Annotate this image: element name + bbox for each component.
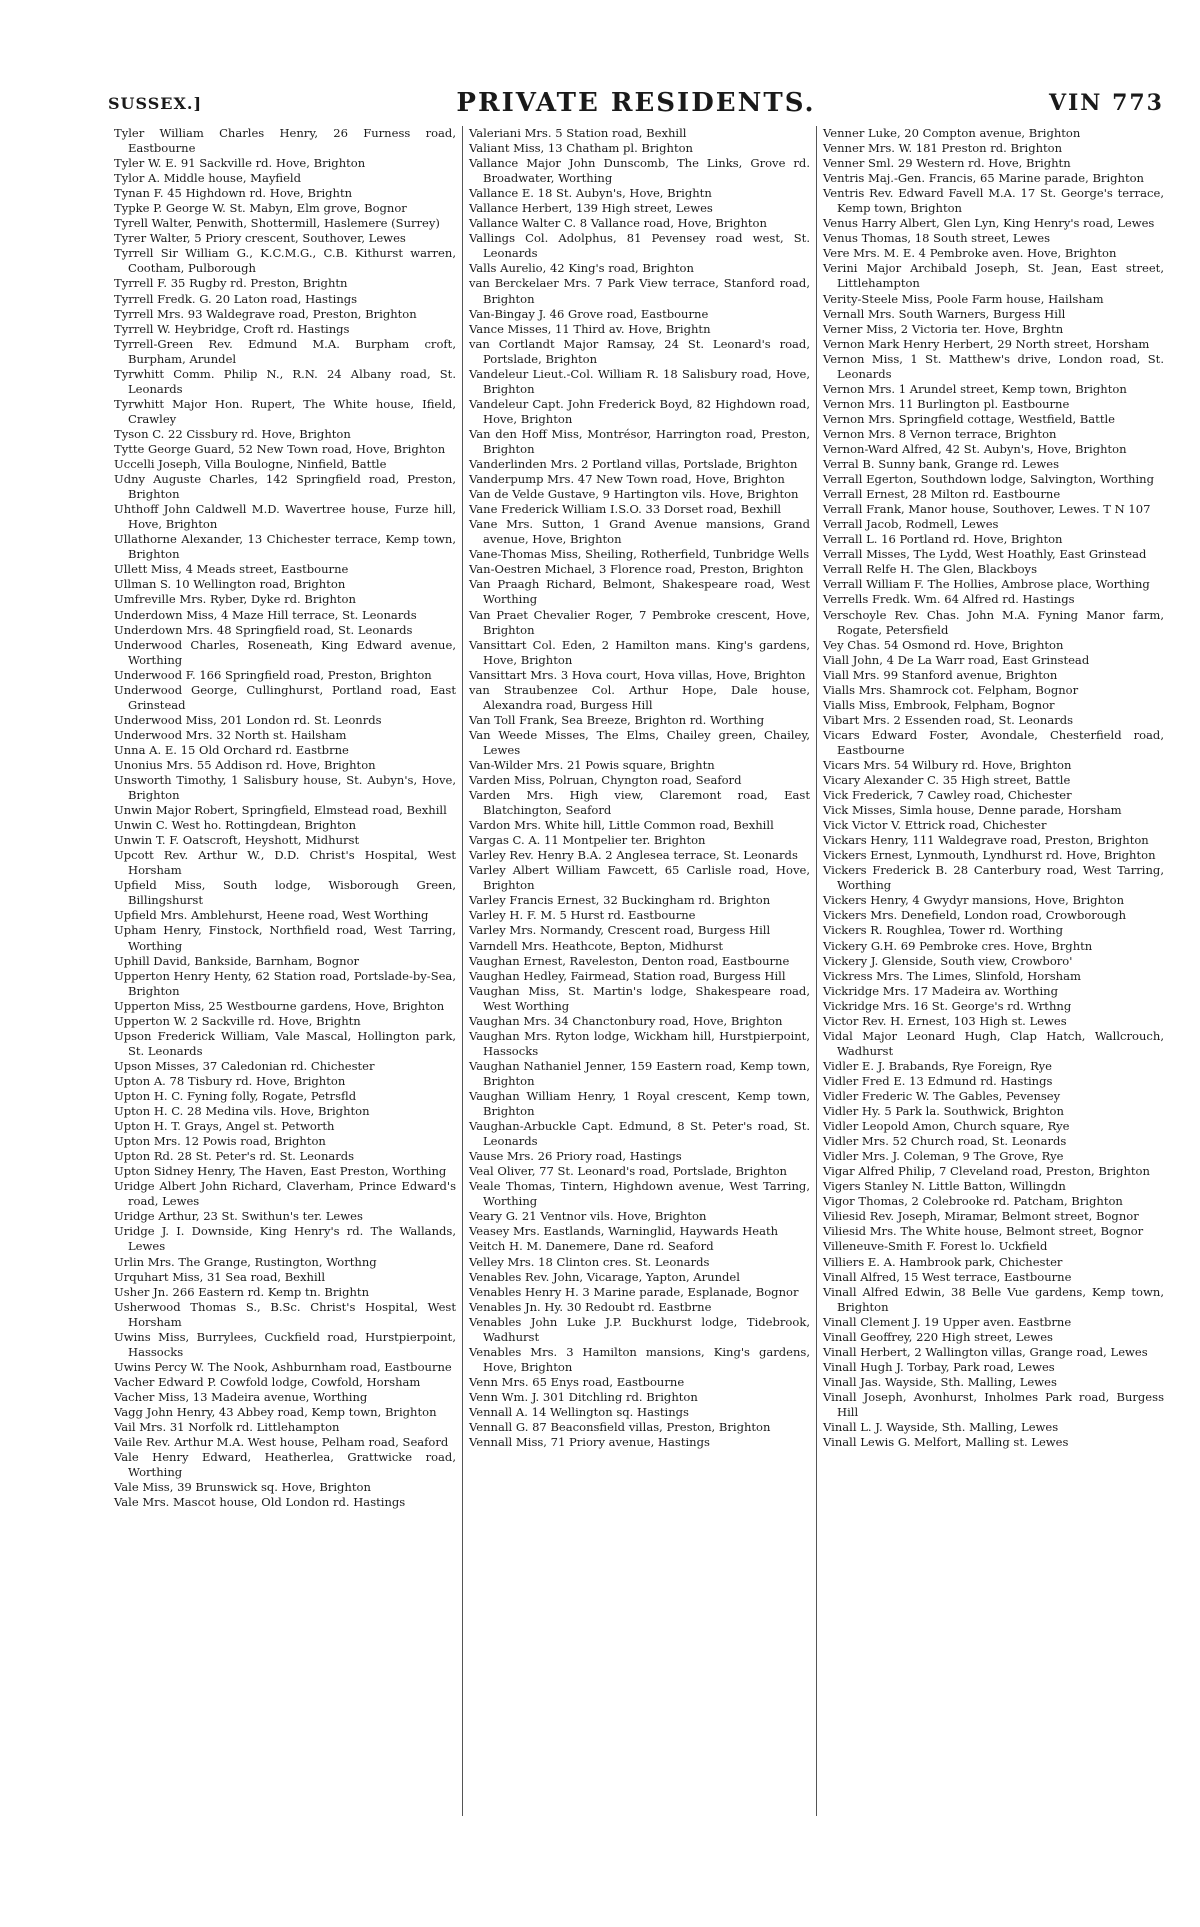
resident-entry: Vane-Thomas Miss, Sheiling, Rotherfield, Tunbridge Wells [469,547,810,562]
resident-entry: Velley Mrs. 18 Clinton cres. St. Leonards [469,1254,710,1269]
resident-entry: Upson Misses, 37 Caledonian rd. Chichester [114,1058,375,1073]
resident-entry: Vicars Edward Foster, Avondale, Chesterfield road, Eastbourne [823,727,1164,757]
resident-entry: Verini Major Archibald Joseph, St. Jean, East street, Littlehampton [823,261,1164,291]
resident-entry: Vickers Ernest, Lynmouth, Lyndhurst rd. Hove, Brighton [823,848,1156,863]
resident-entry: Ullman S. 10 Wellington road, Brighton [114,577,346,592]
resident-entry: Uwins Percy W. The Nook, Ashburnham road, Eastbourne [114,1359,452,1374]
resident-entry: Vansittart Col. Eden, 2 Hamilton mans. King's gardens, Hove, Brighton [469,637,810,667]
resident-entry: Valls Aurelio, 42 King's road, Brighton [469,261,694,276]
resident-entry: Vargas C. A. 11 Montpelier ter. Brighton [469,833,706,848]
resident-entry: Uphill David, Bankside, Barnham, Bognor [114,953,360,968]
resident-entry: Venn Wm. J. 301 Ditchling rd. Brighton [469,1389,698,1404]
resident-entry: Upcott Rev. Arthur W., D.D. Christ's Hospital, West Horsham [114,848,456,878]
resident-entry: Uridge J. I. Downside, King Henry's rd. The Wallands, Lewes [114,1224,456,1254]
resident-entry: Viliesid Mrs. The White house, Belmont street, Bognor [823,1224,1144,1239]
resident-entry: Vick Misses, Simla house, Denne parade, Horsham [823,803,1122,818]
resident-entry: Underdown Mrs. 48 Springfield road, St. Leonards [114,622,413,637]
resident-entry: Vigor Thomas, 2 Colebrooke rd. Patcham, Brighton [823,1194,1123,1209]
resident-entry: Vennall A. 14 Wellington sq. Hastings [469,1404,689,1419]
resident-entry: Vallance Major John Dunscomb, The Links, Grove rd. Broadwater, Worthing [469,156,810,186]
resident-entry: Vaile Rev. Arthur M.A. West house, Pelham road, Seaford [114,1435,449,1450]
resident-entry: Varley Francis Ernest, 32 Buckingham rd. Brighton [469,893,771,908]
resident-entry: Vigar Alfred Philip, 7 Cleveland road, Preston, Brighton [823,1164,1150,1179]
resident-entry: Verschoyle Rev. Chas. John M.A. Fyning Manor farm, Rogate, Petersfield [823,607,1164,637]
resident-entry: Upson Frederick William, Vale Mascal, Hollington park, St. Leonards [114,1028,456,1058]
section-title: PRIVATE RESIDENTS. [456,88,816,118]
resident-entry: Vandeleur Lieut.-Col. William R. 18 Salisbury road, Hove, Brighton [469,366,810,396]
resident-entry: Van-Bingay J. 46 Grove road, Eastbourne [469,306,709,321]
resident-entry: Unwin T. F. Oatscroft, Heyshott, Midhurst [114,833,360,848]
resident-entry: Venables Mrs. 3 Hamilton mansions, King's gardens, Hove, Brighton [469,1344,810,1374]
resident-entry: Venables Rev. John, Vicarage, Yapton, Arundel [469,1269,740,1284]
resident-entry: Valiant Miss, 13 Chatham pl. Brighton [469,141,693,156]
resident-entry: Vickery J. Glenside, South view, Crowboro' [823,953,1073,968]
resident-entry: Vickers Mrs. Denefield, London road, Crowborough [823,908,1127,923]
resident-entry: Unwin Major Robert, Springfield, Elmstead road, Bexhill [114,803,447,818]
resident-entry: Varley Mrs. Normandy, Crescent road, Burgess Hill [469,923,771,938]
resident-entry: Vickridge Mrs. 17 Madeira av. Worthing [823,983,1058,998]
resident-entry: Uhthoff John Caldwell M.D. Wavertree house, Furze hill, Hove, Brighton [114,502,456,532]
resident-entry: Vernon Mrs. 8 Vernon terrace, Brighton [823,426,1057,441]
resident-entry: Vernon Mrs. 11 Burlington pl. Eastbourne [823,396,1070,411]
resident-entry: Vennall Miss, 71 Priory avenue, Hastings [469,1435,710,1450]
resident-entry: Vaughan Nathaniel Jenner, 159 Eastern road, Kemp town, Brighton [469,1058,810,1088]
resident-entry: Verrall Misses, The Lydd, West Hoathly, East Grinstead [823,547,1147,562]
resident-entry: Verrall Frank, Manor house, Southover, Lewes. T N 107 [823,502,1151,517]
resident-entry: Tyrwhitt Comm. Philip N., R.N. 24 Albany road, St. Leonards [114,366,456,396]
resident-entry: Venner Luke, 20 Compton avenue, Brighton [823,126,1081,140]
resident-entry: Vernon Mark Henry Herbert, 29 North street, Horsham [823,336,1150,351]
resident-entry: Vernon Mrs. Springfield cottage, Westfield, Battle [823,411,1115,426]
resident-entry: Veasey Mrs. Eastlands, Warninglid, Haywards Heath [469,1224,779,1239]
resident-entry: Vallance Walter C. 8 Vallance road, Hove, Brighton [469,216,767,231]
resident-entry: Tyrrell W. Heybridge, Croft rd. Hastings [114,321,350,336]
resident-entry: Unna A. E. 15 Old Orchard rd. Eastbrne [114,742,349,757]
resident-entry: Underwood Miss, 201 London rd. St. Leonrds [114,712,382,727]
resident-entry: Upperton W. 2 Sackville rd. Hove, Brightn [114,1013,361,1028]
resident-entry: Tyrell Walter, Penwith, Shottermill, Haslemere (Surrey) [114,216,440,231]
resident-entry: Vacher Miss, 13 Madeira avenue, Worthing [114,1389,368,1404]
resident-entry: Vick Frederick, 7 Cawley road, Chichester [823,788,1072,803]
resident-entry: Verrall William F. The Hollies, Ambrose place, Worthing [823,577,1150,592]
resident-entry: Vallings Col. Adolphus, 81 Pevensey road west, St. Leonards [469,231,810,261]
resident-entry: Varndell Mrs. Heathcote, Bepton, Midhurst [469,938,724,953]
resident-entry: Vickers Henry, 4 Gwydyr mansions, Hove, Brighton [823,893,1125,908]
resident-entry: Verrall Ernest, 28 Milton rd. Eastbourne [823,487,1061,502]
resident-entry: Veary G. 21 Ventnor vils. Hove, Brighton [469,1209,707,1224]
resident-entry: Tyler William Charles Henry, 26 Furness road, Eastbourne [114,126,456,156]
resident-entry: Upperton Henry Henty, 62 Station road, Portslade-by-Sea, Brighton [114,968,456,998]
resident-entry: Vinall Geoffrey, 220 High street, Lewes [823,1329,1053,1344]
resident-entry: Varden Mrs. High view, Claremont road, East Blatchington, Seaford [469,788,810,818]
resident-entry: Venables Jn. Hy. 30 Redoubt rd. Eastbrne [469,1299,712,1314]
resident-entry: Vale Henry Edward, Heatherlea, Grattwicke road, Worthing [114,1450,456,1480]
resident-entry: Vaughan Mrs. Ryton lodge, Wickham hill, Hurstpierpoint, Hassocks [469,1028,810,1058]
resident-entry: Upton Rd. 28 St. Peter's rd. St. Leonards [114,1149,355,1164]
resident-entry: Tylor A. Middle house, Mayfield [114,171,302,186]
resident-entry: Vinall Lewis G. Melfort, Malling st. Lewes [823,1435,1069,1450]
resident-entry: Vaughan Miss, St. Martin's lodge, Shakespeare road, West Worthing [469,983,810,1013]
resident-entry: Upton H. C. 28 Medina vils. Hove, Brighton [114,1104,370,1119]
resident-entry: Vigers Stanley N. Little Batton, Willingdn [823,1179,1066,1194]
resident-entry: Vibart Mrs. 2 Essenden road, St. Leonards [823,712,1074,727]
resident-entry: Upton A. 78 Tisbury rd. Hove, Brighton [114,1073,346,1088]
resident-entry: Uridge Albert John Richard, Claverham, Prince Edward's road, Lewes [114,1179,456,1209]
resident-entry: Viliesid Rev. Joseph, Miramar, Belmont street, Bognor [823,1209,1139,1224]
resident-entry: Vinall Clement J. 19 Upper aven. Eastbrne [823,1314,1072,1329]
resident-entry: Vick Victor V. Ettrick road, Chichester [823,818,1047,833]
resident-entry: Vane Mrs. Sutton, 1 Grand Avenue mansions, Grand avenue, Hove, Brighton [469,517,810,547]
column-right [816,126,1170,1816]
resident-columns [108,126,1170,1816]
resident-entry: Venn Mrs. 65 Enys road, Eastbourne [469,1374,685,1389]
resident-entry: Vidler Frederic W. The Gables, Pevensey [823,1089,1061,1103]
resident-entry: Van Praet Chevalier Roger, 7 Pembroke crescent, Hove, Brighton [469,607,810,637]
resident-entry: Vaughan Mrs. 34 Chanctonbury road, Hove, Brighton [469,1013,783,1028]
resident-entry: Vagg John Henry, 43 Abbey road, Kemp town, Brighton [114,1404,437,1419]
resident-entry: Vale Mrs. Mascot house, Old London rd. Hastings [114,1495,406,1510]
resident-entry: Vail Mrs. 31 Norfolk rd. Littlehampton [114,1420,340,1435]
resident-entry: Van Praagh Richard, Belmont, Shakespeare road, West Worthing [469,577,810,607]
resident-entry: Unwin C. West ho. Rottingdean, Brighton [114,818,357,833]
resident-entry: Uwins Miss, Burrylees, Cuckfield road, Hurstpierpoint, Hassocks [114,1329,456,1359]
resident-entry: van Cortlandt Major Ramsay, 24 St. Leonard's road, Portslade, Brighton [469,336,810,366]
resident-entry: Vickress Mrs. The Limes, Slinfold, Horsham [823,968,1081,983]
resident-entry: Vane Frederick William I.S.O. 33 Dorset road, Bexhill [469,502,782,517]
resident-entry: Vaughan Ernest, Raveleston, Denton road, Eastbourne [469,953,790,968]
resident-entry: Tyrer Walter, 5 Priory crescent, Southover, Lewes [114,231,406,246]
resident-entry: Verity-Steele Miss, Poole Farm house, Hailsham [823,291,1104,306]
resident-entry: Vallance E. 18 St. Aubyn's, Hove, Brightn [469,186,712,201]
resident-entry: Tytte George Guard, 52 New Town road, Hove, Brighton [114,441,446,456]
resident-entry: Vickery G.H. 69 Pembroke cres. Hove, Brghtn [823,938,1093,953]
page-number: VIN 773 [1048,90,1164,116]
resident-entry: Vause Mrs. 26 Priory road, Hastings [469,1149,682,1164]
resident-entry: Vidler Mrs. 52 Church road, St. Leonards [823,1134,1067,1149]
resident-entry: Verrells Fredk. Wm. 64 Alfred rd. Hastings [823,592,1075,607]
resident-entry: Unonius Mrs. 55 Addison rd. Hove, Brighton [114,757,376,772]
resident-entry: Vernon Mrs. 1 Arundel street, Kemp town, Brighton [823,381,1127,396]
resident-entry: Ullett Miss, 4 Meads street, Eastbourne [114,562,349,577]
resident-entry: Underwood Mrs. 32 North st. Hailsham [114,727,347,742]
resident-entry: Vickars Henry, 111 Waldegrave road, Preston, Brighton [823,833,1149,848]
resident-entry: Urquhart Miss, 31 Sea road, Bexhill [114,1269,326,1284]
county-heading: SUSSEX.] [108,94,203,113]
resident-entry: Van-Wilder Mrs. 21 Powis square, Brightn [469,757,715,772]
resident-entry: Verrall Egerton, Southdown lodge, Salvington, Worthing [823,472,1155,487]
resident-entry: Vey Chas. 54 Osmond rd. Hove, Brighton [823,637,1064,652]
resident-entry: Villeneuve-Smith F. Forest lo. Uckfield [823,1239,1048,1254]
resident-entry: Vickers Frederick B. 28 Canterbury road, West Tarring, Worthing [823,863,1164,893]
resident-entry: Tynan F. 45 Highdown rd. Hove, Brightn [114,186,353,201]
resident-entry: Uccelli Joseph, Villa Boulogne, Ninfield, Battle [114,457,387,472]
resident-entry: Vandeleur Capt. John Frederick Boyd, 82 Highdown road, Hove, Brighton [469,396,810,426]
resident-entry: Vernon-Ward Alfred, 42 St. Aubyn's, Hove, Brighton [823,441,1127,456]
resident-entry: Van de Velde Gustave, 9 Hartington vils. Hove, Brighton [469,487,799,502]
resident-entry: Varley H. F. M. 5 Hurst rd. Eastbourne [469,908,696,923]
resident-entry: Van Toll Frank, Sea Breeze, Brighton rd. Worthing [469,712,765,727]
resident-entry: Venner Sml. 29 Western rd. Hove, Brightn [823,156,1071,171]
resident-entry: Upton Sidney Henry, The Haven, East Preston, Worthing [114,1164,447,1179]
resident-entry: Vinall Hugh J. Torbay, Park road, Lewes [823,1359,1055,1374]
resident-entry: Tyler W. E. 91 Sackville rd. Hove, Brighton [114,156,366,171]
resident-entry: Van den Hoff Miss, Montrésor, Harrington road, Preston, Brighton [469,426,810,456]
resident-entry: Verral B. Sunny bank, Grange rd. Lewes [823,457,1060,472]
resident-entry: Vernall Mrs. South Warners, Burgess Hill [823,306,1066,321]
resident-entry: Underwood George, Cullinghurst, Portland road, East Grinstead [114,682,456,712]
resident-entry: Vickridge Mrs. 16 St. George's rd. Wrthng [823,998,1072,1013]
resident-entry: Vale Miss, 39 Brunswick sq. Hove, Brighton [114,1480,371,1495]
resident-entry: Verner Miss, 2 Victoria ter. Hove, Brghtn [823,321,1064,336]
resident-entry: Upton H. C. Fyning folly, Rogate, Petrsfld [114,1089,357,1103]
resident-entry: Vaughan Hedley, Fairmead, Station road, Burgess Hill [469,968,786,983]
resident-entry: Vidler Mrs. J. Coleman, 9 The Grove, Rye [823,1149,1064,1164]
resident-entry: Vidler Hy. 5 Park la. Southwick, Brighton [823,1104,1064,1119]
resident-entry: Varley Rev. Henry B.A. 2 Anglesea terrace, St. Leonards [469,848,798,863]
column-middle [462,126,816,1816]
resident-entry: Upfield Mrs. Amblehurst, Heene road, West Worthing [114,908,429,923]
resident-entry: Urlin Mrs. The Grange, Rustington, Worthng [114,1254,377,1269]
resident-entry: Tyrrell Mrs. 93 Waldegrave road, Preston, Brighton [114,306,417,321]
resident-entry: van Berckelaer Mrs. 7 Park View terrace, Stanford road, Brighton [469,276,810,306]
resident-entry: Venus Harry Albert, Glen Lyn, King Henry's road, Lewes [823,216,1155,231]
resident-entry: Vere Mrs. M. E. 4 Pembroke aven. Hove, Brighton [823,246,1117,261]
resident-entry: Veal Oliver, 77 St. Leonard's road, Portslade, Brighton [469,1164,787,1179]
resident-entry: Verrall Jacob, Rodmell, Lewes [823,517,999,532]
resident-entry: Unsworth Timothy, 1 Salisbury house, St. Aubyn's, Hove, Brighton [114,773,456,803]
resident-entry: Umfreville Mrs. Ryber, Dyke rd. Brighton [114,592,356,607]
resident-entry: Ventris Rev. Edward Favell M.A. 17 St. George's terrace, Kemp town, Brighton [823,186,1164,216]
resident-entry: Tyrrell Sir William G., K.C.M.G., C.B. Kithurst warren, Cootham, Pulborough [114,246,456,276]
resident-entry: Vialls Miss, Embrook, Felpham, Bognor [823,697,1055,712]
resident-entry: Vidler Fred E. 13 Edmund rd. Hastings [823,1073,1053,1088]
resident-entry: Vardon Mrs. White hill, Little Common road, Bexhill [469,818,774,833]
resident-entry: Van Weede Misses, The Elms, Chailey green, Chailey, Lewes [469,727,810,757]
resident-entry: Upfield Miss, South lodge, Wisborough Green, Billingshurst [114,878,456,908]
column-left [108,126,462,1816]
resident-entry: Vacher Edward P. Cowfold lodge, Cowfold, Horsham [114,1374,421,1389]
resident-entry: Ullathorne Alexander, 13 Chichester terrace, Kemp town, Brighton [114,532,456,562]
resident-entry: Vicary Alexander C. 35 High street, Battle [823,773,1071,788]
resident-entry: Underwood Charles, Roseneath, King Edward avenue, Worthing [114,637,456,667]
resident-entry: Uridge Arthur, 23 St. Swithun's ter. Lewes [114,1209,363,1224]
resident-entry: Vinall Joseph, Avonhurst, Inholmes Park road, Burgess Hill [823,1389,1164,1419]
resident-entry: Vinall Alfred, 15 West terrace, Eastbourne [823,1269,1072,1284]
resident-entry: Vallance Herbert, 139 High street, Lewes [469,201,713,216]
resident-entry: Tyson C. 22 Cissbury rd. Hove, Brighton [114,426,351,441]
resident-entry: Venables John Luke J.P. Buckhurst lodge, Tidebrook, Wadhurst [469,1314,810,1344]
resident-entry: Villiers E. A. Hambrook park, Chichester [823,1254,1063,1269]
resident-entry: Tyrwhitt Major Hon. Rupert, The White house, Ifield, Crawley [114,396,456,426]
resident-entry: Underdown Miss, 4 Maze Hill terrace, St. Leonards [114,607,417,622]
resident-entry: Vanderlinden Mrs. 2 Portland villas, Portslade, Brighton [469,457,798,472]
resident-entry: Vennall G. 87 Beaconsfield villas, Preston, Brighton [469,1420,771,1435]
resident-entry: Vinall L. J. Wayside, Sth. Malling, Lewes [823,1420,1059,1435]
resident-entry: Verrall L. 16 Portland rd. Hove, Brighton [823,532,1063,547]
resident-entry: Typke P. George W. St. Mabyn, Elm grove, Bognor [114,201,407,216]
resident-entry: Van-Oestren Michael, 3 Florence road, Preston, Brighton [469,562,804,577]
resident-entry: Vance Misses, 11 Third av. Hove, Brightn [469,321,711,336]
resident-entry: Vidler E. J. Brabands, Rye Foreign, Rye [823,1058,1052,1073]
resident-entry: Venables Henry H. 3 Marine parade, Esplanade, Bognor [469,1284,799,1299]
resident-entry: Venus Thomas, 18 South street, Lewes [823,231,1051,246]
resident-entry: Varden Miss, Polruan, Chyngton road, Seaford [469,773,742,788]
resident-entry: Tyrrell-Green Rev. Edmund M.A. Burpham croft, Burpham, Arundel [114,336,456,366]
resident-entry: Vidler Leopold Amon, Church square, Rye [823,1119,1070,1134]
resident-entry: Vicars Mrs. 54 Wilbury rd. Hove, Brighton [823,757,1072,772]
resident-entry: Vernon Miss, 1 St. Matthew's drive, London road, St. Leonards [823,351,1164,381]
resident-entry: Udny Auguste Charles, 142 Springfield road, Preston, Brighton [114,472,456,502]
resident-entry: Valeriani Mrs. 5 Station road, Bexhill [469,126,687,140]
resident-entry: van Straubenzee Col. Arthur Hope, Dale house, Alexandra road, Burgess Hill [469,682,810,712]
resident-entry: Varley Albert William Fawcett, 65 Carlisle road, Hove, Brighton [469,863,810,893]
resident-entry: Upton H. T. Grays, Angel st. Petworth [114,1119,335,1134]
resident-entry: Venner Mrs. W. 181 Preston rd. Brighton [823,141,1063,156]
resident-entry: Usherwood Thomas S., B.Sc. Christ's Hospital, West Horsham [114,1299,456,1329]
resident-entry: Veale Thomas, Tintern, Highdown avenue, West Tarring, Worthing [469,1179,810,1209]
resident-entry: Veitch H. M. Danemere, Dane rd. Seaford [469,1239,714,1254]
resident-entry: Vidal Major Leonard Hugh, Clap Hatch, Wallcrouch, Wadhurst [823,1028,1164,1058]
resident-entry: Vaughan-Arbuckle Capt. Edmund, 8 St. Peter's road, St. Leonards [469,1119,810,1149]
resident-entry: Upperton Miss, 25 Westbourne gardens, Hove, Brighton [114,998,445,1013]
resident-entry: Upham Henry, Finstock, Northfield road, West Tarring, Worthing [114,923,456,953]
resident-entry: Vansittart Mrs. 3 Hova court, Hova villas, Hove, Brighton [469,667,806,682]
resident-entry: Vaughan William Henry, 1 Royal crescent, Kemp town, Brighton [469,1089,810,1119]
resident-entry: Vialls Mrs. Shamrock cot. Felpham, Bognor [823,682,1079,697]
resident-entry: Victor Rev. H. Ernest, 103 High st. Lewes [823,1013,1067,1028]
resident-entry: Vickers R. Roughlea, Tower rd. Worthing [823,923,1064,938]
resident-entry: Tyrrell F. 35 Rugby rd. Preston, Brightn [114,276,348,291]
resident-entry: Vanderpump Mrs. 47 New Town road, Hove, Brighton [469,472,785,487]
resident-entry: Verrall Relfe H. The Glen, Blackboys [823,562,1037,577]
resident-entry: Ventris Maj.-Gen. Francis, 65 Marine parade, Brighton [823,171,1144,186]
resident-entry: Underwood F. 166 Springfield road, Preston, Brighton [114,667,432,682]
resident-entry: Vinall Alfred Edwin, 38 Belle Vue gardens, Kemp town, Brighton [823,1284,1164,1314]
page-header [108,88,1164,122]
resident-entry: Viall John, 4 De La Warr road, East Grinstead [823,652,1090,667]
resident-entry: Vinall Herbert, 2 Wallington villas, Grange road, Lewes [823,1344,1148,1359]
resident-entry: Vinall Jas. Wayside, Sth. Malling, Lewes [823,1374,1057,1389]
resident-entry: Viall Mrs. 99 Stanford avenue, Brighton [823,667,1058,682]
resident-entry: Tyrrell Fredk. G. 20 Laton road, Hastings [114,291,358,306]
resident-entry: Upton Mrs. 12 Powis road, Brighton [114,1134,326,1149]
resident-entry: Usher Jn. 266 Eastern rd. Kemp tn. Brightn [114,1284,370,1299]
